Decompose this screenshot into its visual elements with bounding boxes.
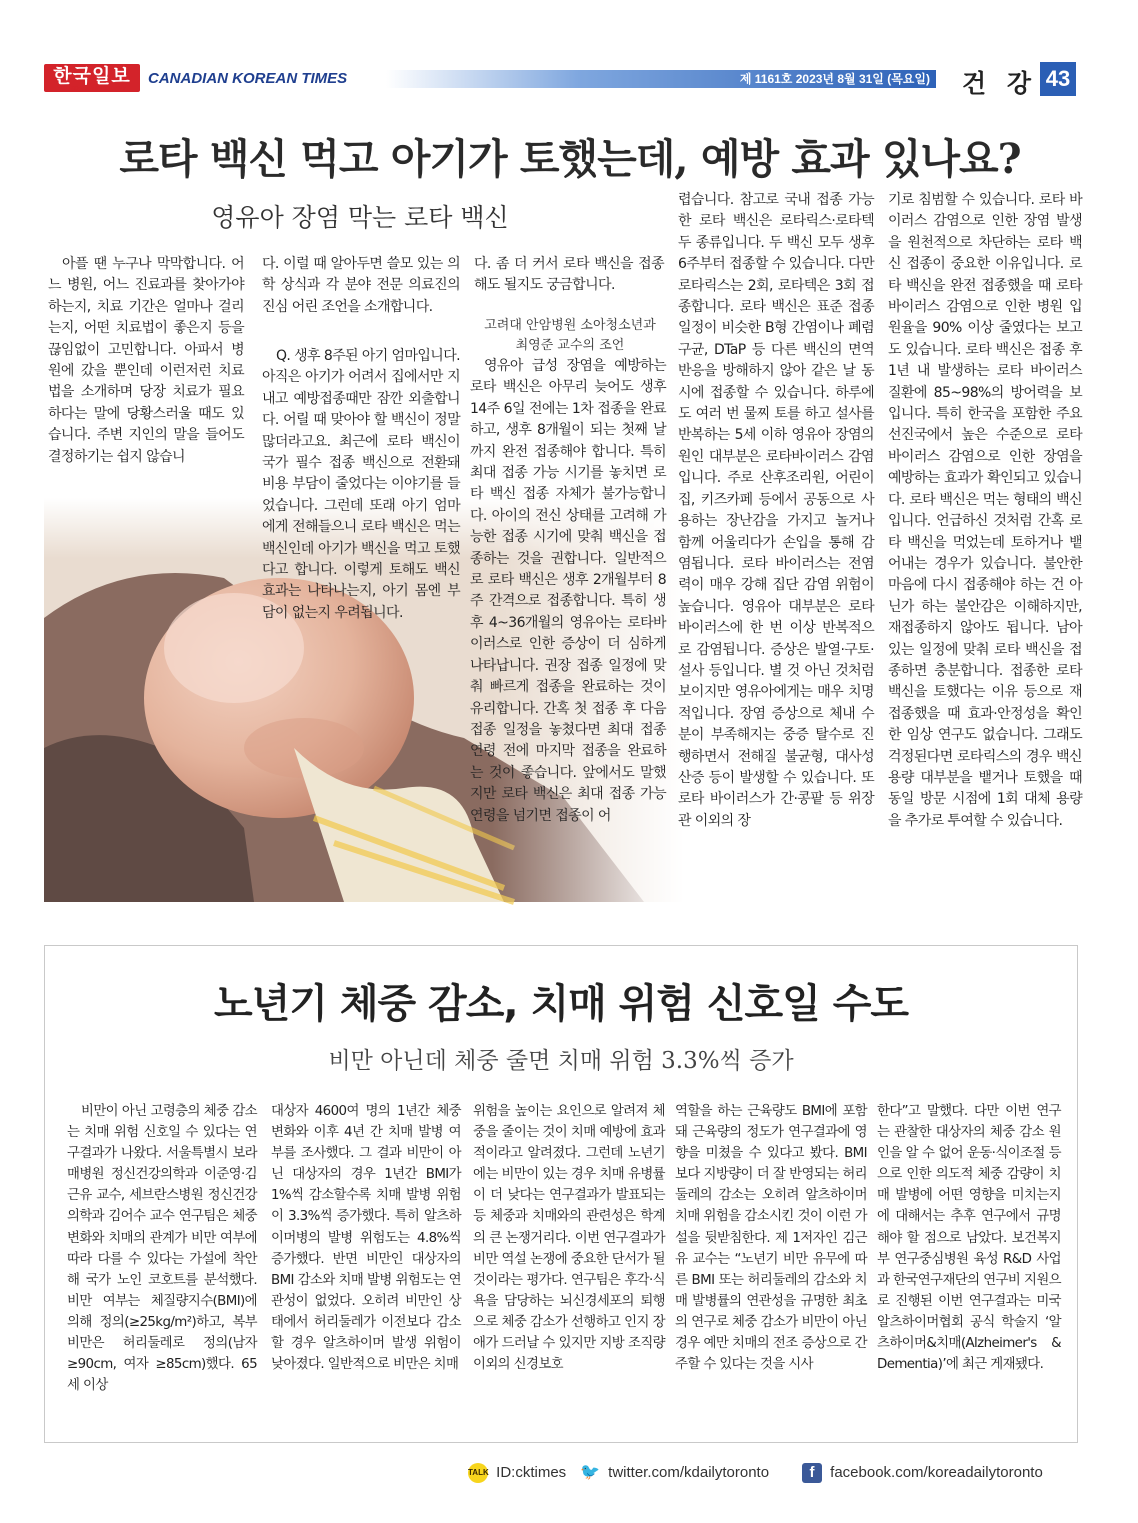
article1-headline: 로타 백신 먹고 아기가 토했는데, 예방 효과 있나요? [119, 135, 1021, 183]
facebook-f-icon: f [802, 1463, 822, 1483]
article2-col2-text: 대상자 4600여 명의 1년간 체중 변화와 이후 4년 간 치매 발병 여부를 조사했다. 그 결과 비만이 아닌 대상자의 경우 1년간 BMI가 1%씩 감소할수록 치매 발병 위험이 3.3%씩 증가했다. 특히 알츠하이머병의 발병 위험도는 4.8%씩 증가했다. 반면 비만인 대상자의 BMI 감소와 치매 발병 위험도는 연관성이 없었다. 오히려 비만인 상태에서 허리둘레가 이전보다 감소할 경우 알츠하이머 발생 위험이 낮아졌다. 일반적으로 비만은 치매 [271, 1104, 461, 1373]
article2-headline: 노년기 체중 감소, 치매 위험 신호일 수도 [214, 981, 908, 1027]
newspaper-logo [44, 64, 140, 92]
article2-column-4 [675, 1101, 867, 1427]
twitter-link[interactable] [580, 1460, 769, 1486]
article1-column-3-answer [470, 356, 666, 824]
article2-column-2 [271, 1101, 461, 1427]
article2-col1-text: 비만이 아닌 고령층의 체중 감소는 치매 위험 신호일 수 있다는 연구결과가 나왔다. 서울특별시 보라매병원 정신건강의학과 이준영·김근유 교수, 세브란스병원 정신건강의학과 김어수 교수 연구팀은 체중 변화와 치매의 관계가 비만 여부에 따라 다를 수 있다는 가설에 착안해 국가 노인 코호트를 분석했다. 비만 여부는 체질량지수(BMI)에 의해 정의(≥25kg/m²)하고, 복부 비만은 허리둘레로 정의(남자 ≥90cm, 여자 ≥85cm)했다. 65세 이상 [67, 1104, 257, 1394]
article1-col1-text: 아플 땐 누구나 막막합니다. 어느 병원, 어느 진료과를 찾아가야 하는지, 치료 기간은 얼마나 걸리는지, 어떤 치료법이 좋은지 등을 끊임없이 고민합니다. 아파서 병원에 갔을 뿐인데 이런저런 치료법을 소개하며 당장 치료가 필요하다는 말에 당황스러울 때도 있습니다. 주변 지인의 말을 들어도 결정하기는 쉽지 않습니 [48, 256, 244, 465]
article2-box [44, 945, 1078, 1443]
article1-byline: 고려대 안암병원 소아청소년과 최영준 교수의 조언 [484, 318, 656, 353]
publication-name: CANADIAN KOREAN TIMES [148, 70, 348, 87]
article1-subheadline: 영유아 장염 막는 로타 백신 [211, 203, 509, 232]
section-title: 건 강 [962, 69, 1038, 98]
logo-text: 한국일보 [53, 65, 131, 87]
article1-col4-text: 렵습니다. 참고로 국내 접종 가능한 로타 백신은 로타릭스·로타텍 두 종류입니다. 두 백신 모두 생후 6주부터 접종할 수 있습니다. 다만 로타릭스는 2회, 로타텍은 3회 접종합니다. 로타 백신은 표준 접종 일정이 비슷한 B형 간염이나 폐렴구균, DTaP 등 다른 백신의 면역 반응을 방해하지 않아 같은 날 동시에 접종할 수 있습니다. 하루에도 여러 번 물찌 토를 하고 설사를 반복하는 5세 이하 영유아 장염의 원인 대부분은 로타바이러스 감염입니다. 주로 산후조리원, 어린이집, 키즈카페 등에서 공동으로 사용하는 장난감을 가지고 놀거나 함께 어울리다가 손입을 통해 감염됩니다. 로타 바이러스는 전염력이 매우 강해 집단 감염 위험이 높습니다. 영유아 대부분은 로타 바이러스에 한 번 이상 반복적으로 감염됩니다. 증상은 발열·구토·설사 등입니다. 별 것 아닌 것처럼 보이지만 영유아에게는 매우 치명적입니다. 장염 증상으로 체내 수분이 부족해지는 중증 탈수로 진행하면서 전해질 불균형, 대사성 산증 등이 발생할 수 있습니다. 또 로타 바이러스가 간·콩팥 등 위장관 이외의 장 [678, 192, 874, 829]
article2-subheadline: 비만 아닌데 체중 줄면 치매 위험 3.3%씩 증가 [328, 1048, 794, 1074]
article2-col5-text: 한다”고 말했다. 다만 이번 연구는 관찰한 대상자의 체중 감소 원인을 알 수 없어 운동·식이조절 등으로 인한 의도적 체중 감량이 치매 발병에 어떤 영향을 미치는지에 대해서는 추후 연구에서 규명해야 할 점으로 남았다. 보건복지부 연구중심병원 육성 R&D 사업과 한국연구재단의 연구비 지원으로 진행된 이번 연구결과는 미국 알츠하이머협회 공식 학술지 ‘알츠하이머&치매(Alzheimer's & Dementia)’에 최근 게재됐다. [877, 1104, 1061, 1373]
article1-col5-text: 기로 침범할 수 있습니다. 로타 바이러스 감염으로 인한 장염 발생을 원천적으로 차단하는 로타 백신 접종이 중요한 이유입니다. 로타 백신을 완전 접종했을 때 로타 바이러스 감염으로 인한 병원 입원율을 90% 이상 줄였다는 보고도 있습니다. 로타 백신은 접종 후 1년 내 발생하는 로타 바이러스 질환에 85~98%의 방어력을 보입니다. 특히 한국을 포함한 주요 선진국에서 높은 수준으로 로타 바이러스 감염으로 인한 장염을 예방하는 효과가 확인되고 있습니다. 로타 백신은 먹는 형태의 백신입니다. 언급하신 것처럼 간혹 로타 백신을 먹었는데 토하거나 뱉어내는 경우가 있습니다. 불안한 마음에 다시 접종해야 하는 건 아닌가 하는 불안감은 이해하지만, 재접종하지 않아도 됩니다. 남아있는 일정에 맞춰 로타 백신을 접종하면 충분합니다. 접종한 로타 백신을 토했다는 이유 등으로 재접종했을 때 효과·안정성을 확인한 임상 연구도 없습니다. 그래도 걱정된다면 로타릭스의 경우 백신 용량 대부분을 뱉거나 토했을 때 동일 방문 시점에 1회 대체 용량을 추가로 투여할 수 있습니다. [888, 192, 1082, 829]
issue-band [386, 70, 936, 88]
twitter-handle: twitter.com/kdailytoronto [608, 1464, 770, 1481]
facebook-link[interactable] [802, 1460, 1043, 1486]
article2-col4-text: 역할을 하는 근육량도 BMI에 포함돼 근육량의 정도가 연구결과에 영향을 미쳤을 수 있다고 봤다. BMI보다 지방량이 더 잘 반영되는 허리둘레의 감소는 오히려 알츠하이머 치매 위험을 감소시킨 것이 이런 가설을 뒷받침한다. 제 1저자인 김근유 교수는 “노년기 비만 유무에 따른 BMI 또는 허리둘레의 감소와 치매 발병률의 연관성을 규명한 최초의 연구로 체중 감소가 비만이 아닌 경우 예만 치매의 전조 증상으로 간주할 수 있다는 것을 시사 [675, 1104, 867, 1373]
article1-question-text: Q. 생후 8주된 아기 엄마입니다. 아직은 아기가 어려서 집에서만 지내고 예방접종때만 잠깐 외출합니다. 어릴 때 맞아야 할 백신이 정말 많더라고요. 최근에 로타 백신이 국가 필수 접종 백신으로 전환돼 비용 부담이 줄었다는 이야기를 들었습니다. 그런데 또래 아기 엄마에게 전해들으니 로타 백신은 먹는 백신인데 아기가 백신을 먹고 토했다고 합니다. 이렇게 토해도 백신 효과는 나타나는지, 아기 몸엔 부담이 없는지 우려됩니다. [262, 348, 460, 621]
masthead [44, 62, 1076, 96]
article2-column-5 [877, 1101, 1061, 1427]
page-number: 43 [1040, 62, 1076, 96]
article1-column-1 [48, 254, 244, 472]
article1-column-5 [888, 190, 1082, 910]
article1-column-2 [262, 254, 460, 334]
article2-col3-text: 위험을 높이는 요인으로 알려져 체중을 줄이는 것이 치매 예방에 효과적이라고 알려졌다. 그런데 노년기에는 비만이 있는 경우 치매 유병률이 더 낮다는 연구결과가 발표되는 등 체중과 치매와의 관련성은 학계의 큰 논쟁거리다. 이번 연구결과가 비만 역설 논쟁에 중요한 단서가 될 것이라는 평가다. 연구팀은 후각·식욕을 담당하는 뇌신경세포의 퇴행으로 체중 감소가 선행하고 인지 장애가 드러날 수 있지만 지방 조직량 이외의 신경보호 [473, 1104, 665, 1373]
kakaotalk-link[interactable] [468, 1460, 566, 1486]
article2-column-3 [473, 1101, 665, 1427]
facebook-page: facebook.com/koreadailytoronto [830, 1464, 1043, 1481]
article2-column-1 [67, 1101, 257, 1427]
logo-subtext: THE KOREA TIMES DAILY [57, 86, 127, 92]
article1-answer-text: 영유아 급성 장염을 예방하는 로타 백신은 아무리 늦어도 생후 14주 6일 전에는 1차 접종을 완료하고, 생후 8개월이 되는 첫째 날까지 완전 접종해야 합니다. 특히 최대 접종 가능 시기를 놓치면 로타 백신 접종 자체가 불가능합니다. 아이의 전신 상태를 고려해 가능한 접종 시기에 맞춰 백신을 접종하는 것을 권합니다. 일반적으로 로타 백신은 생후 2개월부터 8주 간격으로 접종합니다. 특히 생후 4~36개월의 영유아는 로타바이러스로 인한 증상이 더 심하게 나타납니다. 권장 접종 일정에 맞춰 빠르게 접종을 완료하는 것이 유리합니다. 간혹 첫 접종 후 다음 접종 일정을 놓쳤다면 최대 접종 연령 전에 마지막 접종을 완료하는 것이 좋습니다. 앞에서도 말했지만 로타 백신은 최대 접종 가능 연령을 넘기면 접종이 어 [470, 358, 666, 824]
article1-col2-text: 다. 이럴 때 알아두면 쓸모 있는 의학 상식과 각 분야 전문 의료진의 진심 어린 조언을 소개합니다. [262, 256, 460, 315]
kakaotalk-id: ID:cktimes [496, 1464, 567, 1481]
article1-column-2-question [262, 346, 460, 621]
twitter-bird-icon: 🐦 [580, 1464, 600, 1482]
article1-column-3 [474, 254, 664, 298]
article1-column-4 [678, 190, 874, 910]
kakaotalk-icon: TALK [468, 1463, 488, 1483]
article1-col3-text: 다. 좀 더 커서 로타 백신을 접종해도 될지도 궁금합니다. [474, 256, 664, 294]
issue-date: 제 1161호 2023년 8월 31일 (목요일) [739, 72, 930, 86]
social-footer [468, 1460, 1068, 1486]
